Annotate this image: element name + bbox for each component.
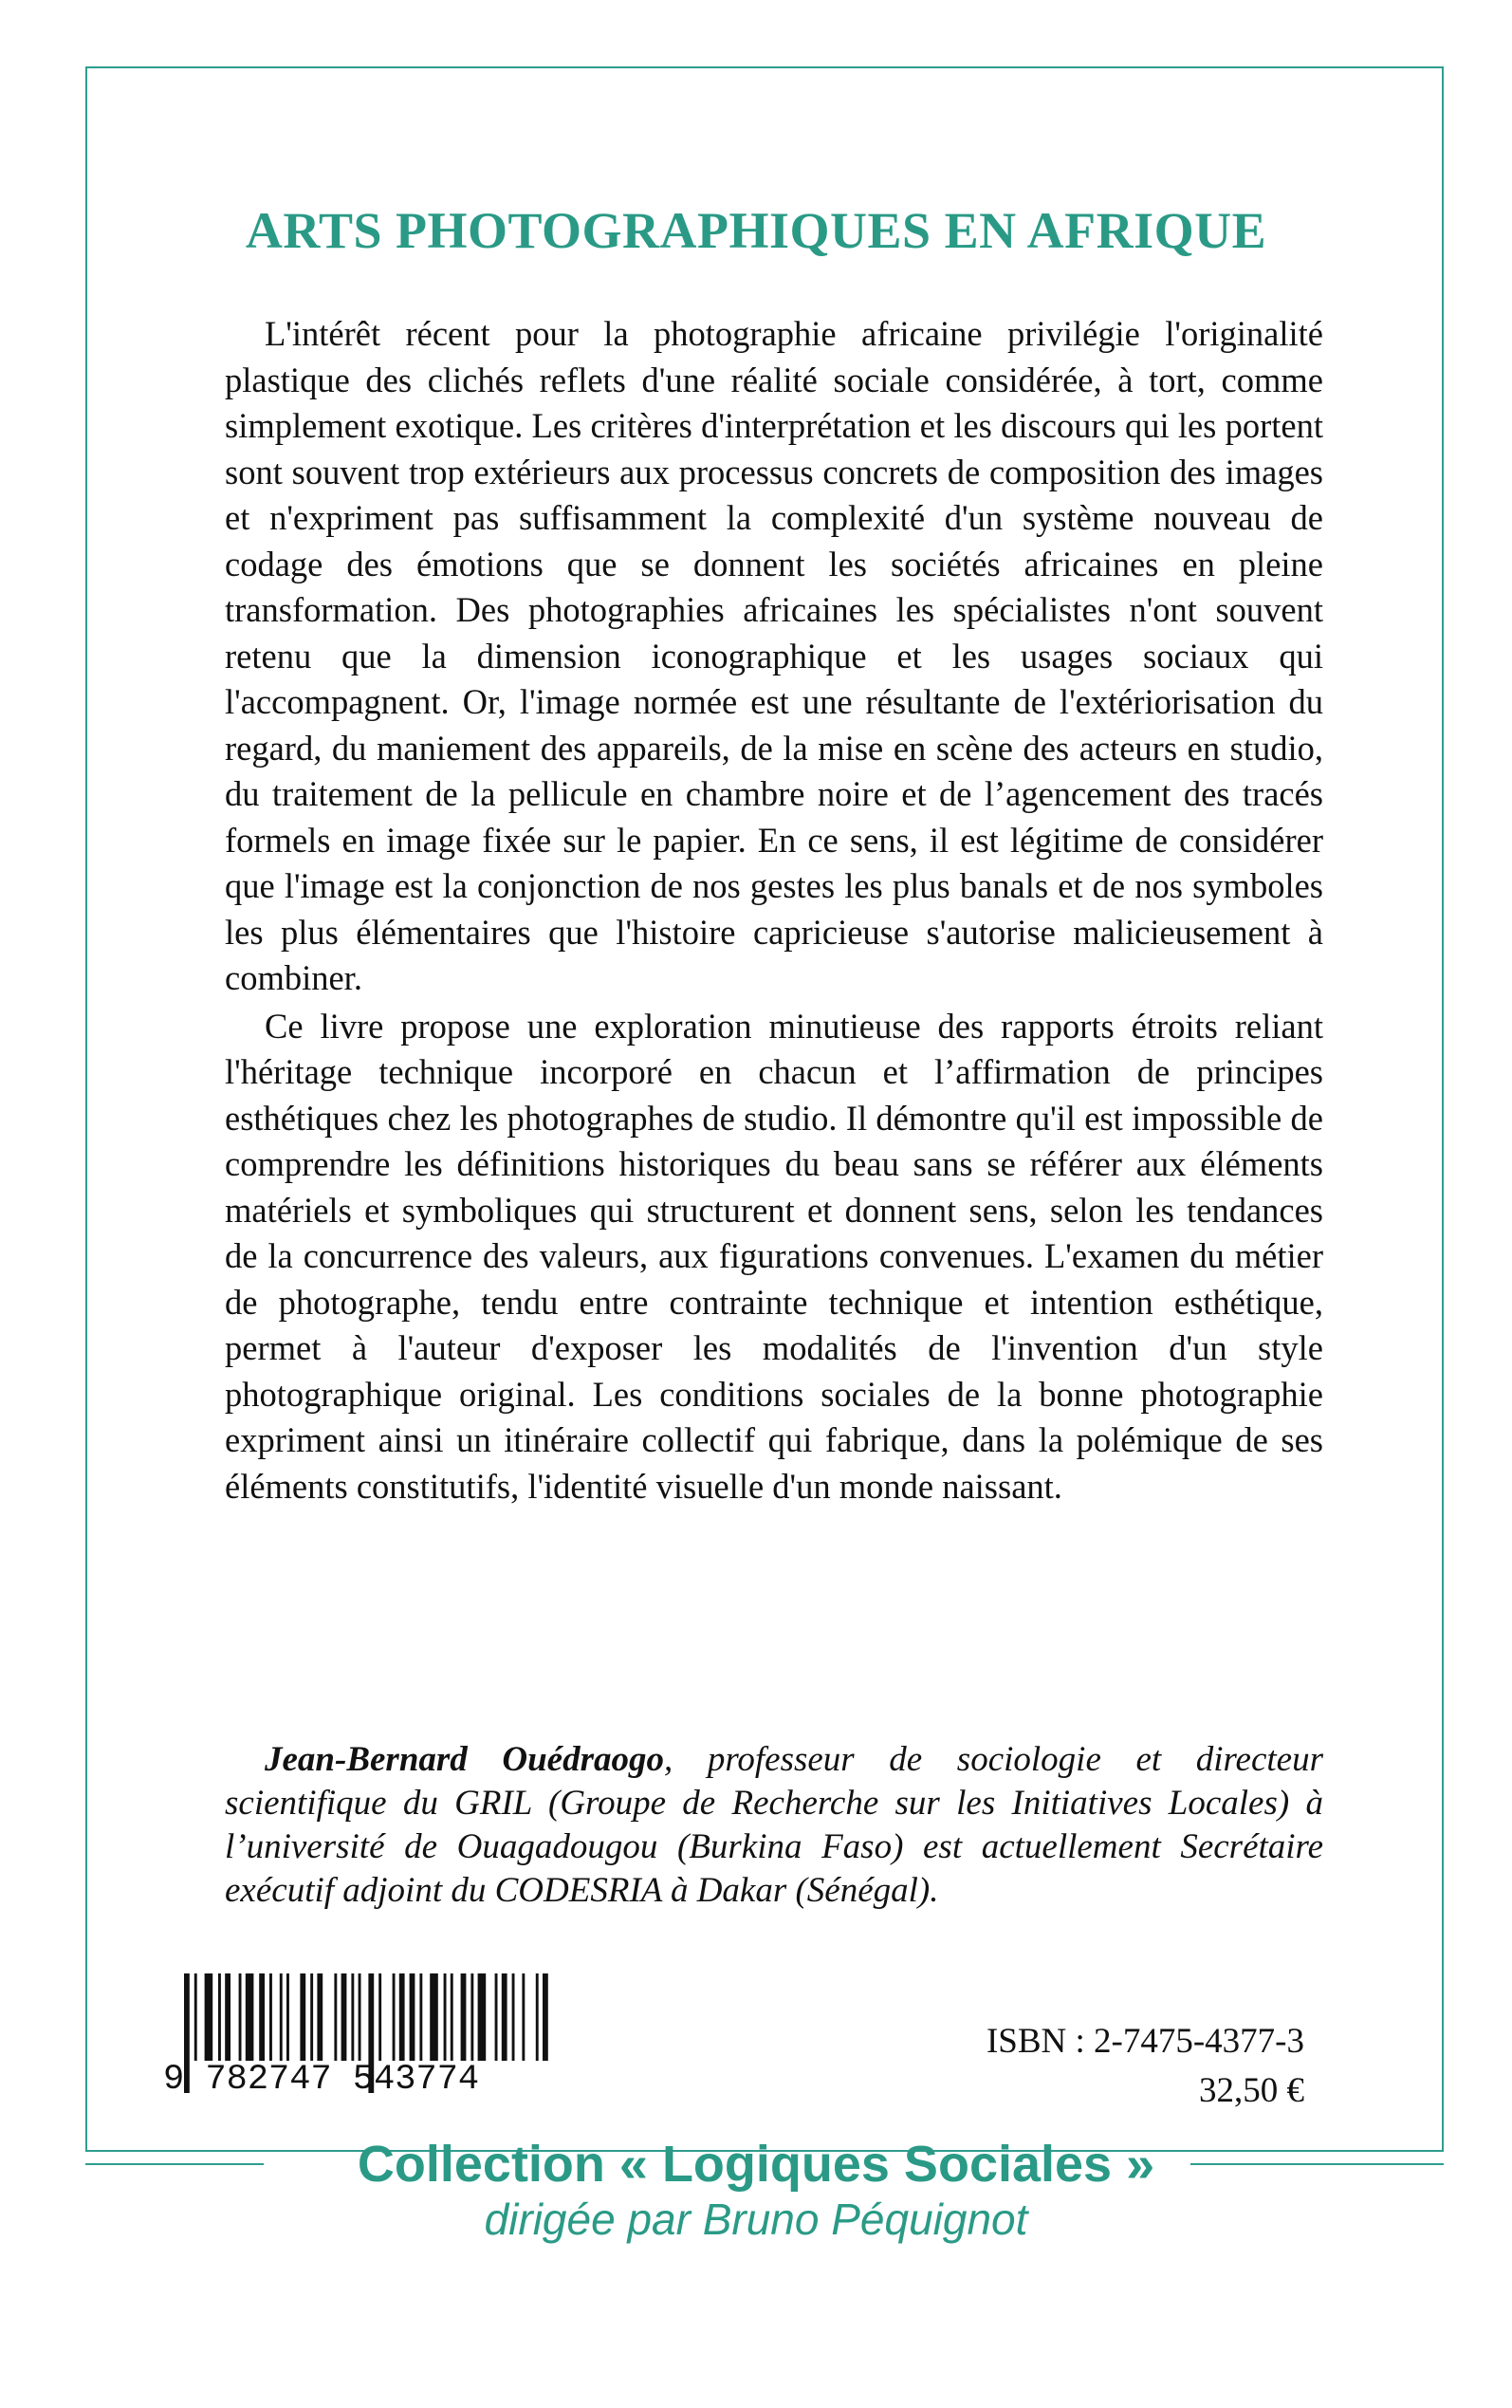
barcode-bar — [246, 1973, 254, 2061]
barcode-bar — [393, 1973, 396, 2061]
author-bio — [225, 1738, 1323, 1913]
barcode-bar — [536, 1973, 539, 2061]
author-description: , professeur de sociologie et directeur scientifique du GRIL (Groupe de Recherche sur les Initiatives Locales) à l’université de Ouagadougou (Burkina Faso) est actuellement Secrétaire exécutif adjoint du CODESRIA à Dakar (Sénégal). — [225, 1740, 1324, 1910]
barcode-bar — [461, 1973, 467, 2061]
blurb — [225, 311, 1323, 1510]
barcode-digits — [163, 2061, 557, 2099]
barcode-bar — [478, 1973, 487, 2061]
barcode-bar — [451, 1973, 453, 2061]
barcode-bar — [280, 1973, 283, 2061]
barcode-bar — [341, 1973, 347, 2061]
barcode-bar — [317, 1973, 323, 2061]
barcode-bar — [351, 1973, 354, 2061]
barcode-bar — [410, 1973, 415, 2061]
barcode-left-group: 782747 — [205, 2060, 332, 2100]
blurb-paragraph-1: L'intérêt récent pour la photographie africaine privilégie l'originalité plastique des clichés reflets d'une réalité sociale considérée, à tort, comme simplement exotique. Les critères d'interprétation et les discours qui les portent sont souvent trop extérieurs aux processus concrets de composition des images et n'expriment pas suffisamment la complexité d'un système nouveau de codage des émotions que se donnent les sociétés africaines en pleine transformation. Des photographies africaines les spécialistes n'ont souvent retenu que la dimension iconographique et les usages sociaux qui l'accompagnent. Or, l'image normée est une résultante de l'extériorisation du regard, du maniement des appareils, de la mise en scène des acteurs en studio, du traitement de la pellicule en chambre noire et de l’agencement des tracés formels en image fixée sur le papier. En ce sens, il est légitime de considérer que l'image est la conjonction de nos gestes les plus banals et de nos symboles les plus élémentaires que l'histoire capricieuse s'autorise malicieusement à combiner. — [225, 314, 1323, 997]
barcode-bar — [225, 1973, 230, 2061]
barcode-bar — [310, 1973, 313, 2061]
barcode-bar — [430, 1973, 438, 2061]
isbn: ISBN : 2-7475-4377-3 — [986, 2022, 1304, 2061]
barcode-bar — [194, 1973, 197, 2061]
barcode-bar — [218, 1973, 221, 2061]
barcode-right-group: 543774 — [352, 2060, 480, 2100]
barcode-bar — [444, 1973, 447, 2061]
barcode-bar — [522, 1973, 525, 2061]
barcode-bar — [239, 1973, 242, 2061]
barcode — [163, 1973, 557, 2106]
collection-name: Collection « Logiques Sociales » — [357, 2136, 1155, 2193]
price: 32,50 € — [1199, 2071, 1304, 2110]
book-title: ARTS PHOTOGRAPHIQUES EN AFRIQUE — [245, 202, 1267, 259]
barcode-bar — [334, 1973, 337, 2061]
barcode-bar — [269, 1973, 272, 2061]
author-name: Jean-Bernard Ouédraogo — [265, 1740, 665, 1779]
barcode-bar — [205, 1973, 213, 2061]
barcode-bar — [300, 1973, 305, 2061]
barcode-bar — [378, 1973, 381, 2061]
barcode-bar — [399, 1973, 405, 2061]
barcode-bar — [419, 1973, 422, 2061]
barcode-bar — [502, 1973, 507, 2061]
blurb-paragraph-2: Ce livre propose une exploration minutieuse des rapports étroits reliant l'héritage technique incorporé en chacun et l’affirmation de principes esthétiques chez les photographes de studio. Il démontre qu'il est impossible de comprendre les définitions historiques du beau sans se référer aux éléments matériels et symboliques qui structurent et donnent sens, selon les tendances de la concurrence des valeurs, aux figurations convenues. L'examen du métier de photographe, tendu entre contrainte technique et intention esthétique, permet à l'auteur d'exposer les modalités de l'invention d'un style photographique original. Les conditions sociales de la bonne photographie expriment ainsi un itinéraire collectif qui fabrique, dans la polémique de ses éléments constitutifs, l'identité visuelle d'un monde naissant. — [225, 1006, 1323, 1506]
barcode-bar — [495, 1973, 498, 2061]
collection-director: dirigée par Bruno Péquignot — [484, 2195, 1028, 2244]
barcode-first-digit: 9 — [163, 2060, 185, 2100]
barcode-bar — [543, 1973, 548, 2061]
author-bio-paragraph — [225, 1738, 1323, 1913]
barcode-bar — [286, 1973, 289, 2061]
barcode-bar — [470, 1973, 473, 2061]
barcode-bar — [259, 1973, 265, 2061]
barcode-bar — [512, 1973, 515, 2061]
barcode-bar — [359, 1973, 361, 2061]
